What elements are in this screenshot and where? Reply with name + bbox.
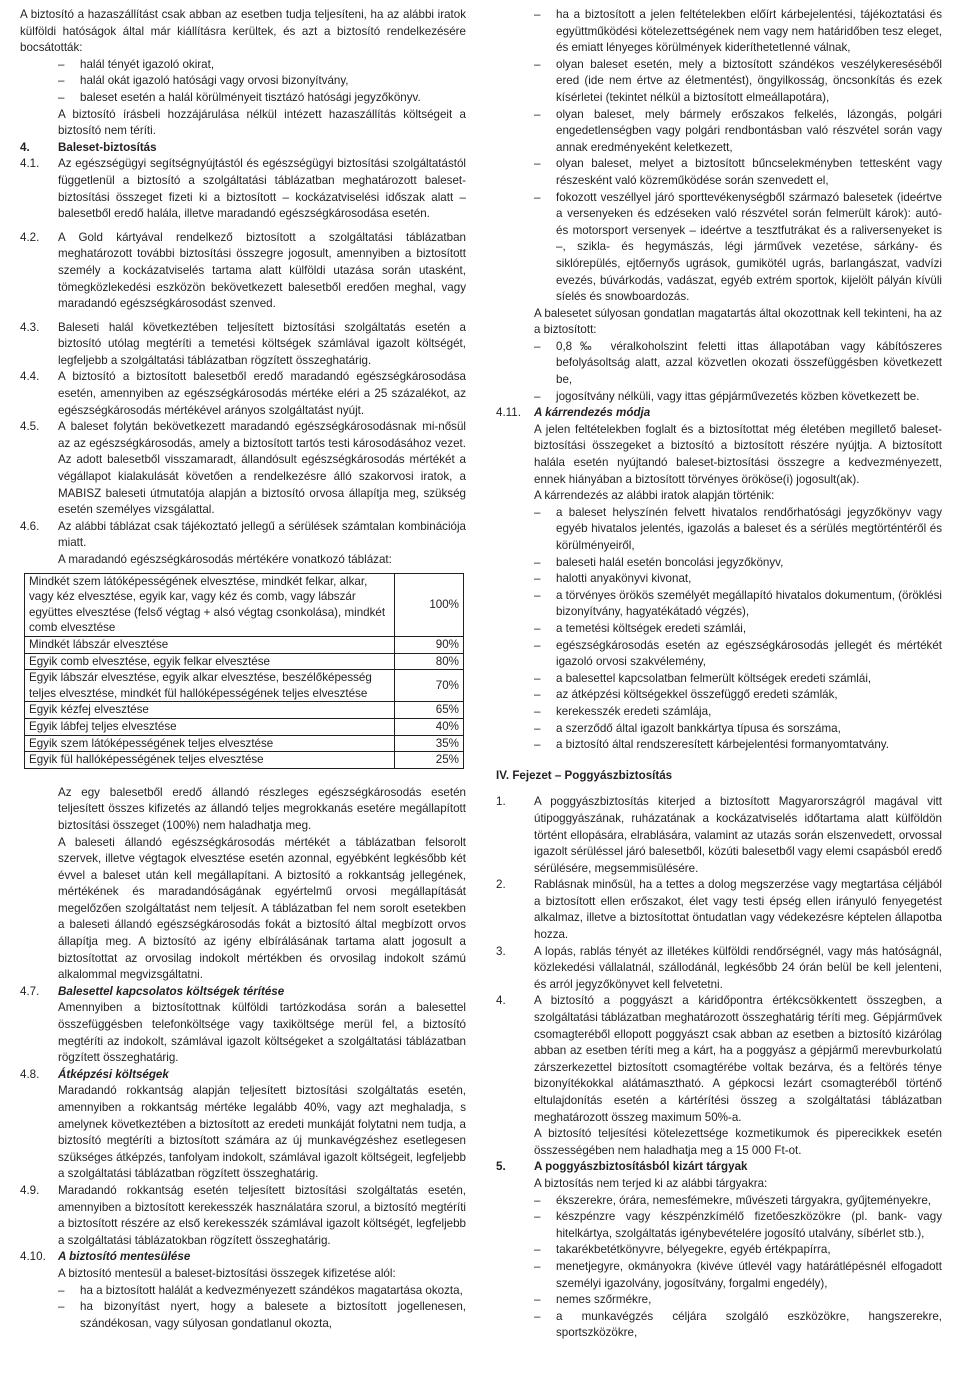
table-row xyxy=(25,636,464,653)
list-item: – egészségkárosodás esetén az egészségkárosodás jellegét és mértékét igazoló orvosi szakvélemény, xyxy=(496,638,942,671)
clause-text: Az egészségügyi segítségnyújtástól és egészségügyi biztosítási szolgáltatástól függetlenül a biztosító a szolgáltatási táblázatban meghatározott baleset-biztosítási összeget fizeti ki a biztosított – kockázatviselési időszak alatt – balesetből eredő halála, illetve maradandó egészségkárosodása esetén. xyxy=(58,157,466,221)
list-item: – a szerződő által igazolt bankkártya típusa és sorszáma, xyxy=(496,721,942,738)
table-cell-percent: 40% xyxy=(395,718,464,735)
list-item: – nemes szőrmékre, xyxy=(496,1292,942,1309)
clause-number: 4.1. xyxy=(20,157,40,171)
clause-number: 4.11. xyxy=(496,406,521,420)
item-text: A biztosítás nem terjed ki az alábbi tárgyakra: xyxy=(534,1176,768,1190)
table-cell-injury: Egyik kézfej elvesztése xyxy=(25,702,395,719)
clause-text: Maradandó rokkantság esetén teljesített biztosítási szolgáltatás esetén, amennyiben a biztosított kerekesszék használatára szorul, a biztosító megtéríti a biztosított részére az első kerekesszék számlával igazolt költségét, legfeljebb a szolgáltatási táblázatokban rögzített összeghatárig. xyxy=(58,1183,466,1247)
clause-text: A biztosító mentesül a baleset-biztosítási összegek kifizetése alól: xyxy=(58,1266,396,1280)
clause-4-5 xyxy=(20,419,466,519)
table-cell-percent: 25% xyxy=(395,752,464,769)
table-cell-injury: Egyik comb elvesztése, egyik felkar elvesztése xyxy=(25,653,395,670)
clause-4-10-heading xyxy=(20,1249,466,1266)
clause-4-9 xyxy=(20,1183,466,1249)
item-text: A lopás, rablás tényét az illetékes külföldi rendőrségnél, vagy más hatóságnál, közlekedési vállalatnál, szállodánál, legkésőbb 24 órán belül be kell jelenteni, és arról jegyzőkönyvet kell felvetetni. xyxy=(534,944,942,991)
chapter-title: IV. Fejezet – Poggyászbiztosítás xyxy=(496,768,673,782)
table-cell-percent: 90% xyxy=(395,636,464,653)
clause-text: A Gold kártyával rendelkező biztosított a szolgáltatási táblázatban meghatározott további biztosítási összegre jogosult, amennyiben a biztosított személy a kockázatviselés tartama alatt külföldi utazása során utasként, tömegközlekedési eszközön bekövetkezett balesetből eredően meghal, vagy maradandó egészségkárosodást szenved. xyxy=(58,230,466,311)
list-item: – ha bizonyítást nyert, hogy a balesete a biztosított jogellenesen, szándékosan, vagy súlyosan gondatlanul okozta, xyxy=(20,1299,466,1332)
item-5-heading xyxy=(496,1159,942,1176)
clause-4-3 xyxy=(20,320,466,370)
clause-text: A baleset folytán bekövetkezett maradandó egészségkárosodásnak mi-nősül az az egészségkárosodás, amely a biztosított tartós testi károsodásához vezet. Az adott balesetből visszamaradt, állandósult egészségkárosodás mértékét a végállapot kialakulását követően a rendelkezésre álló szakorvosi iratok, a MABISZ baleseti útmutatója alapján a biztosító orvosa állapítja meg, szükség esetén személyes vizsgálattal. xyxy=(58,420,466,517)
table-cell-percent: 35% xyxy=(395,735,464,752)
item-title: A poggyászbiztosításból kizárt tárgyak xyxy=(534,1160,748,1174)
clause-number: 4.10. xyxy=(20,1250,46,1264)
table-row xyxy=(25,670,464,702)
list-item: – halotti anyakönyvi kivonat, xyxy=(496,571,942,588)
list-item: – a munkavégzés céljára szolgáló eszközökre, hangszerekre, sportszközökre, xyxy=(496,1309,942,1342)
gross-negligence-paragraph: A balesetet súlyosan gondatlan magatartás által okozottnak kell tekinteni, ha az a biztosított: xyxy=(534,306,942,337)
table-cell-percent: 100% xyxy=(395,573,464,636)
table-row xyxy=(25,653,464,670)
list-item: – jogosítvány nélküli, vagy ittas gépjárművezetés közben következett be. xyxy=(496,389,942,406)
clause-text: Az alábbi táblázat csak tájékoztató jellegű a sérülések számtalan kombinációja miatt. xyxy=(58,519,466,550)
list-item: – olyan baleset, mely bármely erőszakos felkelés, lázongás, polgári engedetlenségben vagy polgári rendbontásban való részvétel során vagy annak eredményeként keletkezett, xyxy=(496,107,942,157)
item-number: 1. xyxy=(496,795,506,809)
list-item: – ha a biztosított halálát a kedvezményezett szándékos magatartása okozta, xyxy=(20,1283,466,1300)
section-title: Baleset-biztosítás xyxy=(58,140,157,154)
item-text: A biztosító a poggyászt a káridőpontra értékcsökkentett összegben, a szolgáltatási táblázatban meghatározott összeghatárig téríti meg. Gépjárművek csomagteréből ellopott poggyászt csak abban az esetben a biztosító kizárólag abban az esetben téríti meg a kárt, ha a poggyász a gépjármű merevburkolatú zárszerkezettel biztosított csomagtérébe voltak bezárva, és a feltörés ténye bizonyítékokkal alátámasztható. A gépkocsi lezárt csomagteréből történő eltulajdonítás esetén a kártérítési összeg a szolgáltatási táblázatban meghatározott összeg maximum 50%-a. xyxy=(534,994,942,1124)
list-item: – halál okát igazoló hatósági vagy orvosi bizonyítvány, xyxy=(20,73,466,90)
table-row xyxy=(25,718,464,735)
list-item: – készpénzre vagy készpénzkímélő fizetőeszközökre (pl. bank- vagy hitelkártya, szolgáltatás igénybevételére jogosító utalvány, síbérlet stb.), xyxy=(496,1209,942,1242)
clause-number: 4.9. xyxy=(20,1183,40,1197)
clause-number: 4.4. xyxy=(20,370,40,384)
list-item: – ékszerekre, órára, nemesfémekre, művészeti tárgyakra, gyűjteményekre, xyxy=(496,1193,942,1210)
table-cell-percent: 80% xyxy=(395,653,464,670)
item-number: 2. xyxy=(496,878,506,892)
disability-table xyxy=(24,573,464,769)
clause-text: A kárrendezés az alábbi iratok alapján történik: xyxy=(534,489,775,503)
clause-number: 4.3. xyxy=(20,320,40,334)
list-item: – a balesettel kapcsolatban felmerült költségek eredeti számlái, xyxy=(496,671,942,688)
item-3 xyxy=(496,944,942,994)
list-item: – a törvényes örökös személyét megállapító hivatalos dokumentum, (öröklési bizonyítvány, hagyatékátadó végzés), xyxy=(496,588,942,621)
clause-number: 4.7. xyxy=(20,984,40,998)
clause-text: Baleseti halál következtében teljesített biztosítási szolgáltatás esetén a biztosító utólag megtéríti a temetési költségek számlával igazolt költségét, legfeljebb a szolgáltatási táblázatban rögzített összeghatárig. xyxy=(58,320,466,367)
list-item: – halál tényét igazoló okirat, xyxy=(20,57,466,74)
table-cell-injury: Egyik lábfej teljes elvesztése xyxy=(25,718,395,735)
clause-text: Amennyiben a biztosítottnak külföldi tartózkodása során a balesettel összefüggésben telefonköltsége vagy taxiköltsége merül fel, a biztosító megtéríti az indokolt, számlával igazolt költségeket a szolgáltatási táblázatban rögzített összeghatárig. xyxy=(58,1001,466,1065)
list-item: – kerekesszék eredeti számlája, xyxy=(496,704,942,721)
clause-4-8-heading xyxy=(20,1067,466,1084)
table-cell-injury: Egyik szem látóképességének teljes elvesztése xyxy=(25,735,395,752)
intro-note: A biztosító írásbeli hozzájárulása nélkül intézett hazaszállítás költségeit a biztosító nem téríti. xyxy=(58,107,466,138)
clause-4-4 xyxy=(20,369,466,419)
table-cell-percent: 65% xyxy=(395,702,464,719)
clause-4-6 xyxy=(20,519,466,552)
intro-paragraph: A biztosító a hazaszállítást csak abban az esetben tudja teljesíteni, ha az alábbi iratok külföldi hatóságok által már kiállításra kerültek, és azt a biztosító rendelkezésére bocsátották: xyxy=(20,8,466,55)
clause-title: A kárrendezés módja xyxy=(534,406,651,420)
clause-4-7-heading xyxy=(20,984,466,1001)
left-column xyxy=(20,7,466,1332)
list-item: – baleseti halál esetén boncolási jegyzőkönyv, xyxy=(496,555,942,572)
item-number: 5. xyxy=(496,1160,506,1174)
item-text: A poggyászbiztosítás kiterjed a biztosított Magyarországról magával vitt útipoggyászának, ruházatának a kockázatviselés időtartama alatt külföldön történt ellopására, elrablására, valamint az utazás során elszenvedett, orvossal igazolt sérüléssel járó balesetből, közúti balesetből vagy elemi csapásból eredő sérülésére, megsemmisülésére. xyxy=(534,795,942,875)
list-item: – a baleset helyszínén felvett hivatalos rendőrhatósági jegyzőkönyv vagy egyéb hivatalos jelentés, igazolás a baleset és a sérülés megtörténtéről és körülményeiről, xyxy=(496,505,942,555)
clause-title: A biztosító mentesülése xyxy=(58,1250,191,1264)
after-table-paragraph: Az egy balesetből eredő állandó részleges egészségkárosodás esetén teljesített összes kifizetés az állandó teljes megrokkanás esetére megállapított biztosítási összeget (100%) nem haladhatja meg. xyxy=(58,785,466,832)
clause-title: Átképzési költségek xyxy=(58,1067,169,1081)
item-1 xyxy=(496,794,942,877)
right-column xyxy=(496,7,942,1342)
list-item: – ha a biztosított a jelen feltételekben előírt kárbejelentési, tájékoztatási és együttműködési kötelezettségének nem vagy nem határidőben tesz eleget, és emiatt lényeges körülmények kideríthetetlenné válnak, xyxy=(496,7,942,57)
clause-number: 4.2. xyxy=(20,230,40,244)
section-number: 4. xyxy=(20,140,30,154)
item-text: Rablásnak minősül, ha a tettes a dolog megszerzése vagy megtartása céljából a biztosított ellen erőszakot, élet vagy testi épség ellen irányuló fenyegetést alkalmaz, illetve a biztosítottat öntudatlan vagy védekezésre képtelen állapotba hozza. xyxy=(534,878,942,942)
clause-text: A biztosító a biztosított balesetből eredő maradandó egészségkárosodása esetén, amennyiben az egészségkárosodás mértéke eléri a 25 százalékot, az egészségkárosodás mértékével arányos szolgáltatást nyújt. xyxy=(58,370,466,417)
table-caption: A maradandó egészségkárosodás mértékére vonatkozó táblázat: xyxy=(58,553,392,566)
list-item: – baleset esetén a halál körülményeit tisztázó hatósági jegyzőkönyv. xyxy=(20,90,466,107)
list-item: – takarékbetétkönyvre, bélyegekre, egyéb értékpapírra, xyxy=(496,1242,942,1259)
clause-number: 4.5. xyxy=(20,420,40,434)
clause-text: A jelen feltételekben foglalt és a biztosítottat még életében megillető baleset-biztosítási összegeket a biztosító a biztosított részére nyújtja. A biztosított halála esetén nyújtandó baleset-biztosítási összegre a kedvezményezett, ennek hiányában a biztosított törvényes örököse(i) jogosult(ak). xyxy=(534,422,942,486)
section-heading xyxy=(20,140,466,157)
clause-text: Maradandó rokkantság alapján teljesített biztosítási szolgáltatás esetén, amennyiben a rokkantság mértéke legalább 40%, vagy azt meghaladja, s amelynek következtében a biztosított az eredeti munkáját folytatni nem tudja, a biztosító megtéríti a biztosított számára az új munkavégzéshez esetlegesen szükséges átképzés, tanfolyam indokolt, számlával igazolt költségeit, legfeljebb a szolgáltatási táblázatban rögzített összeghatárig. xyxy=(58,1084,466,1181)
clause-number: 4.6. xyxy=(20,519,40,533)
list-item: – fokozott veszéllyel járó sporttevékenységből származó balesetek (ideértve a versenyeken és edzéseken való részvétel során felmerült károk): autó- és motorsport versenyek – ideértve a tesztfutrákat és a raliversenyeket is –, szikla- és hegymászás, légi járművek vezetése, sárkány- és siklórepülés, ejtőernyős ugrások, gumikötél ugrás, barlangászat, vadvízi evezés, búvárkodás, vadászat, egyéb extrém sportok, kijelölt pályán kívüli síelés és snowboardozás. xyxy=(496,190,942,306)
item-number: 3. xyxy=(496,944,506,958)
table-cell-injury: Egyik lábszár elvesztése, egyik alkar elvesztése, beszélőképesség teljes elvesztése, mindkét fül hallóképességének teljes elvesztése xyxy=(25,670,395,702)
item-number: 4. xyxy=(496,994,506,1008)
table-cell-injury: Mindkét lábszár elvesztése xyxy=(25,636,395,653)
list-item: – menetjegyre, okmányokra (kivéve útlevél vagy határátlépésnél elfogadott személyi igazolvány, jogosítvány, forgalmi engedély), xyxy=(496,1259,942,1292)
clause-4-1 xyxy=(20,156,466,222)
clause-number: 4.8. xyxy=(20,1067,40,1081)
clause-title: Balesettel kapcsolatos költségek térítése xyxy=(58,984,285,998)
table-cell-injury: Mindkét szem látóképességének elvesztése, mindkét felkar, alkar, vagy kéz elvesztése, egyik kar, vagy kéz és comb, vagy lábszár együttes elvesztése (felső végtag + alsó végtag csonkolása), mindkét comb elvesztése xyxy=(25,573,395,636)
after-table-paragraph: A baleseti állandó egészségkárosodás mértékét a táblázatban felsorolt szervek, illetve végtagok elvesztése esetén azonnal, egyébként legkésőbb két évvel a baleset után kell megállapítani. A biztosító a rokkantság jellegének, mértékének és maradandóságának egyértelmű orvosi megállapítását megelőzően szolgáltatást nem teljesít. A táblázatban fel nem sorolt esetekben a baleseti állandó egészségkárosodás fokát a biztosító által megbízott orvos állapítja meg. A biztosító az igény elbírálásának tartama alatt jogosult a biztosítottat az orvosilag indokolt mértékben és orvosilag indokolt számú alkalommal megvizsgáltatni. xyxy=(58,835,466,982)
table-row xyxy=(25,573,464,636)
table-row xyxy=(25,735,464,752)
list-item: – a temetési költségek eredeti számlái, xyxy=(496,621,942,638)
clause-4-11-heading xyxy=(496,405,942,422)
item-4 xyxy=(496,993,942,1126)
list-item: – 0,8‰ véralkoholszint feletti ittas állapotában vagy kábítószeres befolyásoltság alatt, azzal közvetlen okozati összefüggésben következett be, xyxy=(496,339,942,389)
table-cell-percent: 70% xyxy=(395,670,464,702)
table-row xyxy=(25,752,464,769)
clause-4-2 xyxy=(20,230,466,313)
table-cell-injury: Egyik fül hallóképességének teljes elvesztése xyxy=(25,752,395,769)
table-row xyxy=(25,702,464,719)
list-item: – a biztosító által rendszeresített kárbejelentési formanyomtatvány. xyxy=(496,737,942,754)
item-2 xyxy=(496,877,942,943)
list-item: – az átképzési költségekkel összefüggő eredeti számlák, xyxy=(496,687,942,704)
list-item: – olyan baleset, melyet a biztosított bűncselekményben tettesként vagy részesként való közreműködése során szenvedett el, xyxy=(496,156,942,189)
item-text: A biztosító teljesítési kötelezettsége kozmetikumok és piperecikkek esetén összességében nem haladhatja meg a 15 000 Ft-ot. xyxy=(534,1127,942,1157)
list-item: – olyan baleset esetén, mely a biztosított szándékos veszélykereséséből ered (ide nem értve az életmentést), öngyilkosság, öncsonkítás és ezek kísérletei (tekintet nélkül a biztosított elmeállapotára), xyxy=(496,57,942,107)
